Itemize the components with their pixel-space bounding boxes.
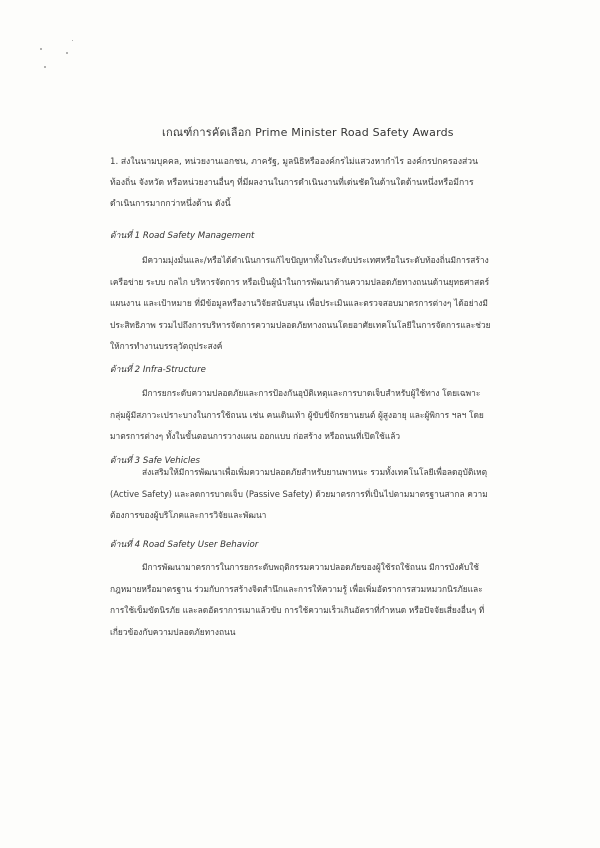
section-1-line: เครือข่าย ระบบ กลไก บริหารจัดการ หรือเป็นผู้นำในการพัฒนาด้านความปลอดภัยทางถนนด้านยุทธศาสตร์ [110, 276, 490, 287]
section-2-heading: ด้านที่ 2 Infra-Structure [110, 365, 206, 375]
section-4-line: เกี่ยวข้องกับความปลอดภัยทางถนน [110, 626, 236, 637]
section-3-heading: ด้านที่ 3 Safe Vehicles [110, 456, 201, 466]
section-3-line: ต้องการของผู้บริโภคและการวิจัยและพัฒนา [110, 510, 267, 520]
scan-speck [72, 40, 73, 41]
section-3-body [110, 462, 520, 527]
intro-line: ดำเนินการมากกว่าหนึ่งด้าน ดังนี้ [110, 199, 231, 209]
scan-speck [40, 48, 42, 50]
document-title: เกณฑ์การคัดเลือก Prime Minister Road Safety Awards [162, 126, 454, 139]
section-4-body [110, 557, 520, 643]
section-4-heading: ด้านที่ 4 Road Safety User Behavior [110, 540, 259, 550]
intro-paragraph [110, 152, 520, 215]
section-1-line: มีความมุ่งมั่นและ/หรือได้ดำเนินการแก้ไขปัญหาทั้งในระดับประเทศหรือในระดับท้องถิ่นมีการสร้าง [142, 255, 489, 265]
section-1-line: แผนงาน และเป้าหมาย ที่มีข้อมูลหรืองานวิจัยสนับสนุน เพื่อประเมินและตรวจสอบมาตรการต่างๆ ได้อย่างมี [110, 298, 488, 308]
scan-speck [44, 66, 46, 68]
intro-line: ท้องถิ่น จังหวัด หรือหน่วยงานอื่นๆ ที่มีผลงานในการดำเนินงานที่เด่นชัดในด้านใดด้านหนึ่งหรือมีการ [110, 178, 474, 188]
section-4-line: การใช้เข็มขัดนิรภัย และลดอัตราการเมาแล้วขับ การใช้ความเร็วเกินอัตราที่กำหนด หรือปัจจัยเสี่ยงอื่นๆ ที่ [110, 605, 485, 615]
section-2-line: มาตรการต่างๆ ทั้งในขั้นตอนการวางแผน ออกแบบ ก่อสร้าง หรือถนนที่เปิดใช้แล้ว [110, 431, 401, 441]
intro-line: 1. ส่งในนามบุคคล, หน่วยงานเอกชน, ภาครัฐ, มูลนิธิหรือองค์กรไม่แสวงหากำไร องค์กรปกครองส่วน [110, 157, 478, 167]
section-3-line: (Active Safety) และลดการบาดเจ็บ (Passive Safety) ด้วยมาตรการที่เป็นไปตามมาตรฐานสากล ความ [110, 488, 488, 499]
section-1-line: ประสิทธิภาพ รวมไปถึงการบริหารจัดการความปลอดภัยทางถนนโดยอาศัยเทคโนโลยีในการจัดการและช่วย [110, 319, 491, 330]
section-3-line: ส่งเสริมให้มีการพัฒนาเพื่อเพิ่มความปลอดภัยสำหรับยานพาหนะ รวมทั้งเทคโนโลยีเพื่อลดอุบัติเหตุ [142, 467, 488, 477]
section-1-body [110, 250, 520, 358]
section-4-line: มีการพัฒนามาตรการในการยกระดับพฤติกรรมความปลอดภัยของผู้ใช้รถใช้ถนน มีการบังคับใช้ [142, 562, 479, 572]
section-2-line: กลุ่มผู้มีสภาวะเปราะบางในการใช้ถนน เช่น คนเดินเท้า ผู้ขับขี่จักรยานยนต์ ผู้สูงอายุ และผู้พิการ ฯลฯ โดย [110, 409, 484, 420]
section-4-line: กฎหมายหรือมาตรฐาน ร่วมกับการสร้างจิตสำนึกและการให้ความรู้ เพื่อเพิ่มอัตราการสวมหมวกนิรภัยและ [110, 583, 483, 594]
section-2-line: มีการยกระดับความปลอดภัยและการป้องกันอุบัติเหตุและการบาดเจ็บสำหรับผู้ใช้ทาง โดยเฉพาะ [142, 388, 481, 398]
section-1-heading: ด้านที่ 1 Road Safety Management [110, 231, 255, 241]
scan-speck [66, 52, 68, 54]
section-1-line: ให้การทำงานบรรลุวัตถุประสงค์ [110, 341, 223, 351]
section-2-body [110, 383, 520, 448]
